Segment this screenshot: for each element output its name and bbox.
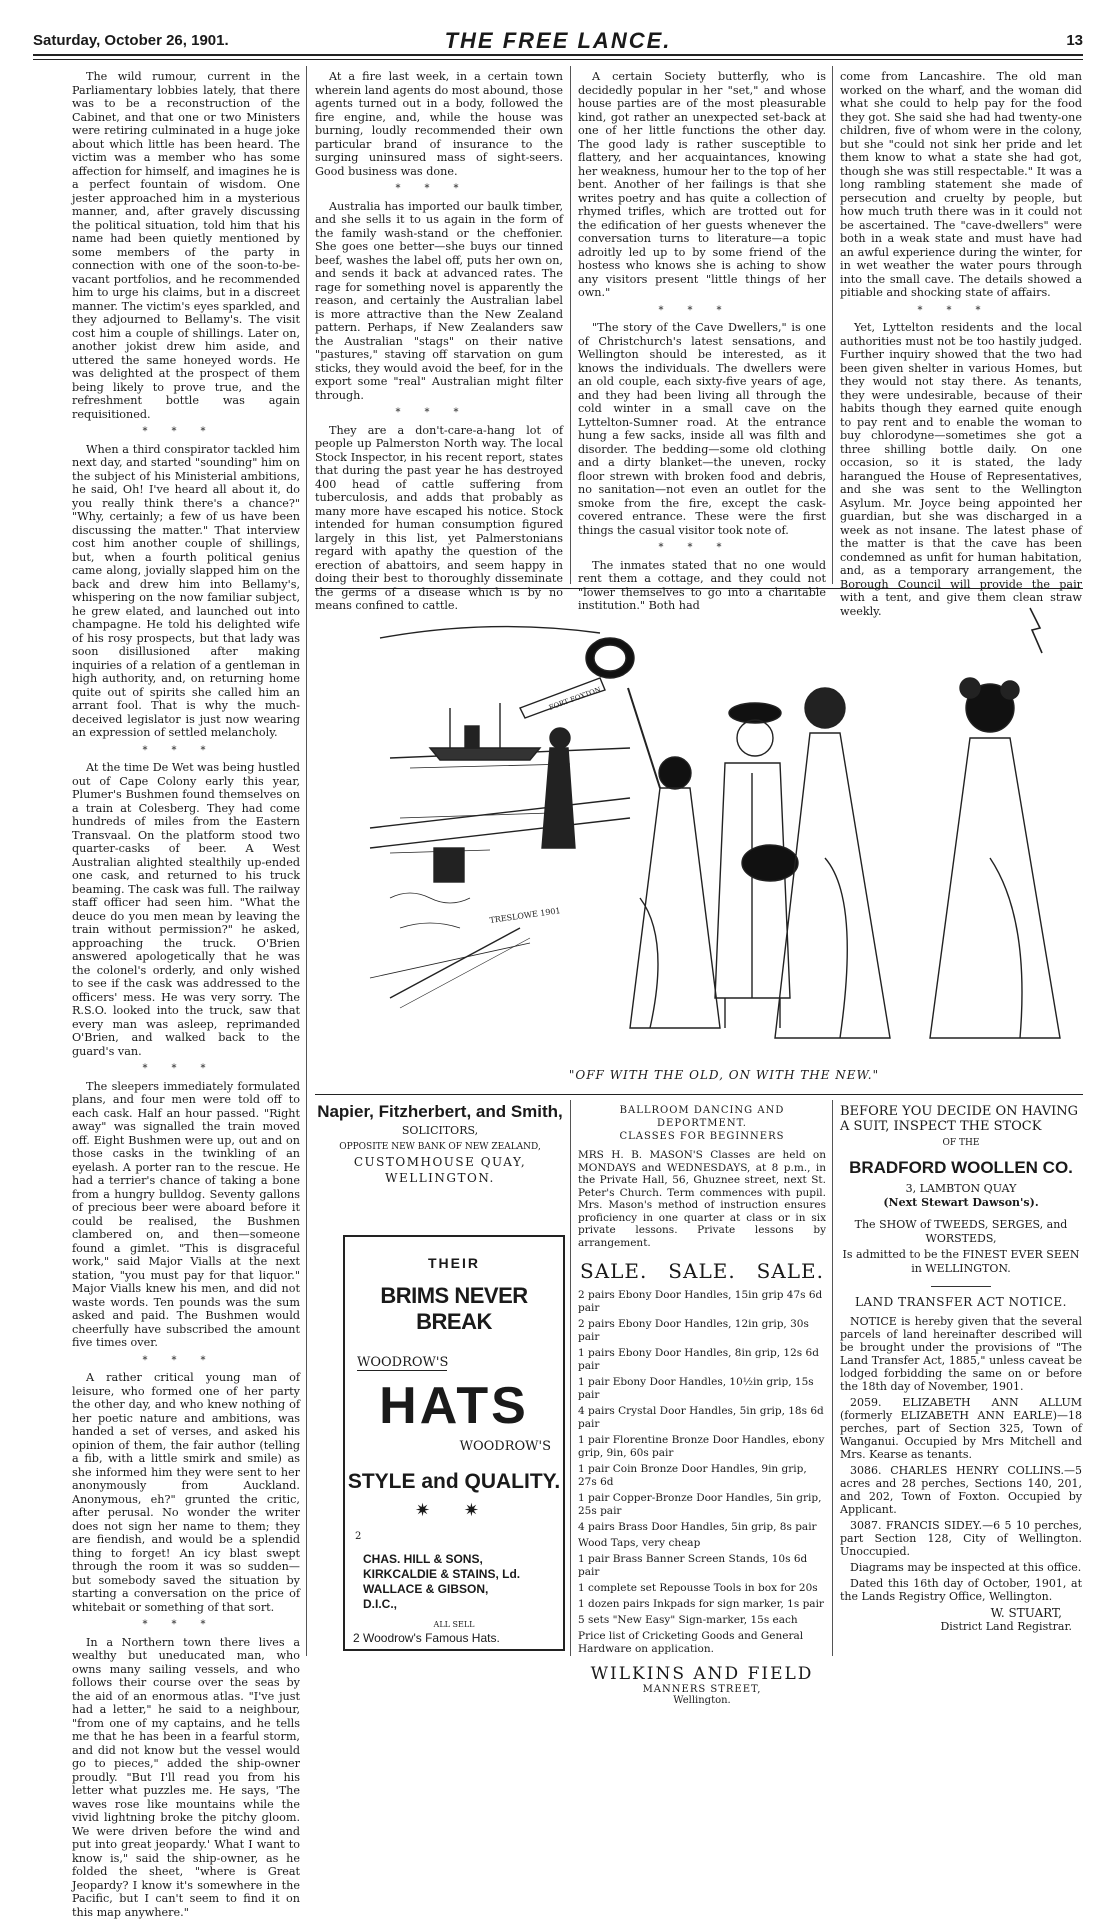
section-separator: *** bbox=[72, 1618, 300, 1632]
column-1 bbox=[72, 70, 300, 1656]
hats-style-quality: STYLE and QUALITY. bbox=[345, 1470, 563, 1494]
article-paragraph: They are a don't-care-a-hang lot of people up Palmerston North way. The local Stock Inspector, in his recent report, states that during the past year he has destroyed 400 head of cattle suffering from tuberculosis, and adds that probably as many more have escaped his notice. Stock intended for human consumption figured largely in this list, yet Palmerstonians regard with apathy the question of the erection of abattoirs, and seem happy in doing their best to thoroughly disseminate the germs of a disease which is by no means confined to cattle. bbox=[315, 424, 563, 613]
hats-ornament: ✷ ✷ bbox=[345, 1500, 563, 1521]
ad-woodrows-hats bbox=[343, 1235, 565, 1651]
sale-item: 1 dozen pairs Inkpads for sign marker, 1s pair bbox=[578, 1598, 826, 1611]
column-3 bbox=[578, 70, 826, 582]
ad-bradford-woollen bbox=[840, 1104, 1082, 1633]
sale-item: 1 pair Copper-Bronze Door Handles, 5in grip, 25s pair bbox=[578, 1492, 826, 1518]
bradford-intro: BEFORE YOU DECIDE ON HAVING A SUIT, INSPECT THE STOCK bbox=[840, 1104, 1082, 1134]
woman-left bbox=[542, 728, 575, 848]
boat-label: FORT FOXTON bbox=[548, 686, 602, 712]
header-rule bbox=[33, 54, 1083, 56]
article-paragraph: come from Lancashire. The old man worked on the wharf, and the woman did what she could to help pay for the food they got. She said she had had twenty-one children, five of whom were in the colony, but she "could not sink her pride and let them know to what a state she had got, though she was still respectable." It was a long rambling statement she made of persecution and cruelty by people, but how much truth there was in it could not be ascertained. The "cave-dwellers" were both in a weak state and must have had an awful experience during the winter, for in wet weather the water pours through into the small cave. The details showed a pitiable and shocking state of affairs. bbox=[840, 70, 1082, 300]
section-separator: *** bbox=[72, 1354, 300, 1368]
land-notice-title: LAND TRANSFER ACT NOTICE. bbox=[840, 1295, 1082, 1309]
seller-item: CHAS. HILL & SONS, bbox=[363, 1552, 563, 1567]
sale-heading bbox=[580, 1259, 824, 1283]
newspaper-title: THE FREE LANCE. bbox=[33, 28, 1083, 54]
article-paragraph: The wild rumour, current in the Parliamentary lobbies lately, that there was to be a reconstruction of the Cabinet, and that one or two Ministers were retiring culminated in a huge joke about which little has been heard. The victim was a member who has some affection for himself, and imagines he is a perfect fountain of wisdom. One jester approached him in a mysterious manner, and, after gravely discussing the political situation, told him that his name had been quietly mentioned by some members of the party in connection with one of the soon-to-be-vacant portfolios, and he recommended him to urge his claims, but in a discreet manner. The victim's eyes sparkled, and they adjourned to Bellamy's. The visit cost him a couple of shillings. Later on, another jokist drew him aside, and uttered the same honeyed words. He was delighted at the prospect of them being likely to prove true, and the refreshment bottle was again requisitioned. bbox=[72, 70, 300, 421]
sale-item: 2 pairs Ebony Door Handles, 12in grip, 30s pair bbox=[578, 1318, 826, 1344]
hats-number: 2 bbox=[355, 1531, 563, 1542]
ad-role: SOLICITORS, bbox=[315, 1124, 565, 1138]
column-4 bbox=[840, 70, 1082, 582]
land-notice-signer-title: District Land Registrar. bbox=[840, 1620, 1072, 1633]
sale-item: 1 pair Florentine Bronze Door Handles, ebony grip, 9in, 60s pair bbox=[578, 1434, 826, 1460]
land-notice-paragraph: 3086. CHARLES HENRY COLLINS.—5 acres and 28 perches, Sections 140, 201, and 202, Town of Foxton. Occupied by Applicant. bbox=[840, 1464, 1082, 1516]
section-separator: *** bbox=[578, 541, 826, 555]
ad-street: CUSTOMHOUSE QUAY, bbox=[315, 1154, 565, 1170]
sale-item: 1 pair Ebony Door Handles, 10½in grip, 15s pair bbox=[578, 1376, 826, 1402]
masthead bbox=[33, 28, 1083, 50]
article-paragraph: When a third conspirator tackled him next day, and started "sounding" him on the subject of his Ministerial ambitions, he said, Oh! I've heard all about it, do you really think there's a chance?" "Why, certainly; a few of us have been discussing the matter." That interview cost him another couple of shillings, but, when a fourth political genius came along, jovially slapped him on the back and drew him into Bellamy's, whispering on the now familiar subject, he grew elated, and launched out into champagne. He told his delighted wife of his rosy prospects, but that lady was soon disillusioned after making inquiries of a relation of a gentleman in high authority, and, on returning home quite out of spirits she called him an arrant fool. That is why the much-deceived legislator is just now wearing an expression of settled melancholy. bbox=[72, 443, 300, 740]
land-notice-paragraph: NOTICE is hereby given that the several parcels of land hereinafter described will be brought under the provisions of "The Land Transfer Act, 1885," unless caveat be lodged forbidding the same on or before the 18th day of November, 1901. bbox=[840, 1315, 1082, 1393]
column-divider bbox=[570, 1100, 571, 1656]
steamer-drawing bbox=[430, 703, 540, 760]
artist-signature: TRESLOWE 1901 bbox=[489, 906, 561, 925]
article-paragraph: At the time De Wet was being hustled out of Cape Colony early this year, Plumer's Bushmen found themselves on a train at Colesberg. They had come hundreds of miles from the Eastern Transvaal. On the platform stood two quarter-casks of beer. A West Australian alighted stealthily up-ended one cask, and returned to his truck beaming. The cask was full. The railway staff officer had seen him. "What the deuce do you men mean by leaving the train without permission?" he asked, approaching the truck. O'Brien answered apologetically that he was the colonel's orderly, and only wished to see if the cask was addressed to the officers' mess. He was very sorry. The R.S.O. looked into the truck, saw that every man was asleep, reprimanded O'Brien, and walked back to the guard's van. bbox=[72, 761, 300, 1058]
article-paragraph: In a Northern town there lives a wealthy but uneducated man, who owns many sailing vessels, and who follows their course over the seas by the aid of an enormous atlas. "I've just had a letter," he said to a neighbour, "from one of my captains, and he tells me that he has been in a fearful storm, and did not know but the vessel would go to pieces," added the ship-owner proudly. "But I'll read you from his letter what puzzles me. He says, 'The waves rose like mountains while the vivid lightning broke the pitchy gloom. We were driven before the wind and put into great jeopardy.' What I want to know is," said the ship-owner, as he folded the sheet, "where is Great Jeopardy? I know it's somewhere in the Pacific, but I can't seem to find it on this map anywhere." bbox=[72, 1636, 300, 1919]
section-separator: *** bbox=[578, 304, 826, 318]
hats-brand-top: WOODROW'S bbox=[357, 1355, 447, 1371]
woman-right-back bbox=[930, 678, 1060, 1038]
hats-brand-bottom: WOODROW'S bbox=[345, 1439, 551, 1454]
land-notice-signer: W. STUART, bbox=[840, 1606, 1062, 1620]
bradford-name: BRADFORD WOOLLEN CO. bbox=[840, 1158, 1082, 1178]
sale-items bbox=[578, 1289, 826, 1656]
ad-location: OPPOSITE NEW BANK OF NEW ZEALAND, bbox=[315, 1140, 565, 1154]
bradford-next-to: (Next Stewart Dawson's). bbox=[840, 1196, 1082, 1210]
sale-item: 2 pairs Ebony Door Handles, 15in grip 47s 6d pair bbox=[578, 1289, 826, 1315]
land-notice-paragraph: 3087. FRANCIS SIDEY.—6 5 10 perches, part Section 128, City of Wellington. Unoccupied. bbox=[840, 1519, 1082, 1558]
land-notice-paragraph: 2059. ELIZABETH ANN ALLUM (formerly ELIZABETH ANN EARLE)—18 perches, part of Section 325, Town of Wanganui. Occupied by Mrs Mitchell and Mrs. Kearse as tenants. bbox=[840, 1396, 1082, 1461]
section-separator: *** bbox=[315, 182, 563, 196]
sale-word: SALE. bbox=[580, 1259, 647, 1283]
sale-item: 5 sets "New Easy" Sign-marker, 15s each bbox=[578, 1614, 826, 1627]
sale-item: 1 pair Brass Banner Screen Stands, 10s 6d pair bbox=[578, 1553, 826, 1579]
ad-napier-solicitors bbox=[315, 1102, 565, 1186]
sale-firm-name: WILKINS AND FIELD bbox=[578, 1664, 826, 1684]
seller-item: D.I.C., bbox=[363, 1597, 563, 1612]
bradford-address: 3, LAMBTON QUAY bbox=[840, 1182, 1082, 1196]
section-separator: *** bbox=[72, 1062, 300, 1076]
seller-item: KIRKCALDIE & STAINS, Ld. bbox=[363, 1567, 563, 1582]
sale-city: Wellington. bbox=[578, 1695, 826, 1706]
land-notice-paragraph: Diagrams may be inspected at this office. bbox=[840, 1561, 1082, 1574]
sale-item: Wood Taps, very cheap bbox=[578, 1537, 826, 1550]
hats-all-sell: ALL SELL bbox=[345, 1620, 563, 1629]
sale-word: SALE. bbox=[668, 1259, 735, 1283]
section-separator: *** bbox=[315, 406, 563, 420]
bradford-admitted: Is admitted to be the FINEST EVER SEEN in WELLINGTON. bbox=[840, 1248, 1082, 1276]
officer bbox=[715, 703, 798, 1028]
sale-item: 4 pairs Brass Door Handles, 5in grip, 8s pair bbox=[578, 1521, 826, 1534]
sale-word: SALE. bbox=[757, 1259, 824, 1283]
column-divider bbox=[570, 66, 571, 584]
ballroom-heading: BALLROOM DANCING AND DEPORTMENT. bbox=[578, 1104, 826, 1130]
land-notice-body bbox=[840, 1315, 1082, 1603]
woman-waving bbox=[628, 688, 720, 1028]
separator-rule bbox=[931, 1286, 991, 1287]
ballroom-text: MRS H. B. MASON'S Classes are held on MONDAYS and WEDNESDAYS, at 8 p.m., in the Private Hall, 56, Ghuznee street, next St. Peter's Church. Term commences with pupil. Mrs. Mason's method of instruction ensures proficiency in one quarter at class or in six private lessons. Private lessons by arrangement. bbox=[578, 1149, 826, 1249]
page-number: 13 bbox=[1066, 32, 1083, 49]
seller-item: WALLACE & GIBSON, bbox=[363, 1582, 563, 1597]
hats-brims-heading: BRIMS NEVER BREAK bbox=[345, 1283, 563, 1335]
cartoon-illustration bbox=[370, 598, 1078, 1064]
hats-sellers-list bbox=[345, 1552, 563, 1612]
ballroom-subheading: CLASSES FOR BEGINNERS bbox=[578, 1130, 826, 1143]
section-separator: *** bbox=[72, 425, 300, 439]
sale-item: 1 complete set Repousse Tools in box for 20s bbox=[578, 1582, 826, 1595]
hats-heading: HATS bbox=[345, 1379, 563, 1433]
land-notice-paragraph: Dated this 16th day of October, 1901, at the Lands Registry Office, Wellington. bbox=[840, 1577, 1082, 1603]
sale-item: Price list of Cricketing Goods and General Hardware on application. bbox=[578, 1630, 826, 1656]
article-paragraph: The sleepers immediately formulated plans, and four men were told off to each cask. Half an hour passed. "Right away" was signalled the train moved off. Eight Bushmen were up, out and on those casks in the twinkling of an eyelash. A porter ran to the rescue. He had a terrier's chance of taking a bone from a hungry bulldog. Seventy gallons of precious beer were aboard before it could be realised, the Bushmen clambered on, and then—someone found a gimlet. "This is disgraceful work," said Major Vialls at the next station, "you must pay for that liquor." Major Vialls knew his men, and did not waste words. Ten pounds was the sum asked and paid. The Bushmen would cheerfully have subscribed the amount five times over. bbox=[72, 1080, 300, 1350]
section-separator: *** bbox=[840, 304, 1082, 318]
column-divider bbox=[306, 66, 307, 1656]
article-paragraph: The inmates stated that no one would rent them a cottage, and they could not "lower themselves to go into a charitable institution." Both had bbox=[578, 559, 826, 613]
ad-city: WELLINGTON. bbox=[315, 1170, 565, 1186]
issue-date: Saturday, October 26, 1901. bbox=[33, 32, 229, 49]
article-paragraph: A rather critical young man of leisure, who formed one of her party the other day, and who knew nothing of her poetic nature and ambitions, was handed a set of verses, and asked his opinion of them, the fair author (telling a fib, with a little smirk and smile) as she informed him they were sent to her anonymously from Auckland. Anonymous, eh?" grunted the critic, after perusal. No wonder the writer does not sign her name to them; they are fiendish, and would be a splendid thing to forget! An icy blast swept through the room it was so sudden—but somebody saved the situation by starting a conversation on the price of whitebait or something of that sort. bbox=[72, 1371, 300, 1614]
column-2 bbox=[315, 70, 563, 582]
cartoon-caption: "OFF WITH THE OLD, ON WITH THE NEW." bbox=[370, 1068, 1078, 1082]
sale-item: 4 pairs Crystal Door Handles, 5in grip, 18s 6d pair bbox=[578, 1405, 826, 1431]
column-divider bbox=[832, 66, 833, 584]
sale-item: 1 pairs Ebony Door Handles, 8in grip, 12s 6d pair bbox=[578, 1347, 826, 1373]
sale-item: 1 pair Coin Bronze Door Handles, 9in grip, 27s 6d bbox=[578, 1463, 826, 1489]
ads-top-rule bbox=[315, 1094, 1083, 1095]
bradford-show: The SHOW of TWEEDS, SERGES, and WORSTEDS, bbox=[840, 1218, 1082, 1246]
article-paragraph: At a fire last week, in a certain town wherein land agents do most abound, those agents turned out in a body, followed the fire engine, and, while the house was burning, loudly recommended their own particular brand of insurance to the surging uninsured mass of sight-seers. Good business was done. bbox=[315, 70, 563, 178]
article-paragraph: A certain Society butterfly, who is decidedly popular in her "set," and whose house parties are of the most pleasurable kind, got rather an unexpected set-back at one of her little functions the other day. The good lady is rather susceptible to flattery, and her acquaintances, knowing her weakness, humour her to the top of her bent. Another of her failings is that she writes poetry and has quite a collection of rhymed trifles, which are trotted out for the edification of her guests whenever the conversation turns to literature—a topic adroitly led up to by some friend of the hostess who knows she is aching to show any visitors present "little things of her own." bbox=[578, 70, 826, 300]
sale-street: MANNERS STREET, bbox=[578, 1684, 826, 1695]
header-rule-thin bbox=[33, 59, 1083, 60]
bradford-of-the: OF THE bbox=[840, 1136, 1082, 1150]
hats-their: THEIR bbox=[345, 1255, 563, 1271]
article-paragraph: Australia has imported our baulk timber, and she sells it to us again in the form of the family wash-stand or the cheffonier. She goes one better—she buys our tinned beef, washes the label off, puts her own on, and sends it back at advanced rates. The rage for something novel is apparently the reason, and certainly the Australian label is more attractive than the New Zealand pattern. Perhaps, if New Zealanders saw the Australian "stags" on their native "pastures," staving off starvation on gum sticks, they would avoid the beef, for in the export some "real" Australian might filter through. bbox=[315, 200, 563, 403]
article-paragraph: Yet, Lyttelton residents and the local authorities must not be too hastily judged. Further inquiry showed that the two had been given shelter in various Homes, but they would not stay there. As tenants, they were undesirable, because of their habits though they earned quite enough to pay rent and to enable the woman to buy chlorodyne—sometimes she got a three shilling bottle daily. On one occasion, so it is stated, the lady harangued the House of Representatives, and she was sent to the Wellington Asylum. Mr. Joyce being appointed her guardian, but she was discharged in a week as not insane. The latest phase of the matter is that the cave has been condemned as unfit for human habitation, and, as a temporary arrangement, the Borough Council will provide the pair with a tent, and give them clean straw weekly. bbox=[840, 321, 1082, 618]
ad-ballroom-and-sale bbox=[578, 1104, 826, 1706]
column-divider bbox=[832, 1100, 833, 1656]
section-separator: *** bbox=[72, 744, 300, 758]
hats-famous: 2 Woodrow's Famous Hats. bbox=[345, 1631, 563, 1645]
article-paragraph: "The story of the Cave Dwellers," is one of Christchurch's latest sensations, and Wellington should be interested, as it knows the individuals. The dwellers were an old couple, each sixty-five years of age, and they had been living all through the cold winter in a small cave on the Lyttelton-Sumner road. At the entrance hung a few sacks, inside all was filth and disorder. The bedding—some old clothing and a dirty blanket—the uneven, rocky floor strewn with broken food and debris, no sanitation—not even an outlet for the smoke from the fire, except the cask-covered entrance. These were the first things the casual visitor took note of. bbox=[578, 321, 826, 537]
ad-firm-name: Napier, Fitzherbert, and Smith, bbox=[315, 1102, 565, 1122]
